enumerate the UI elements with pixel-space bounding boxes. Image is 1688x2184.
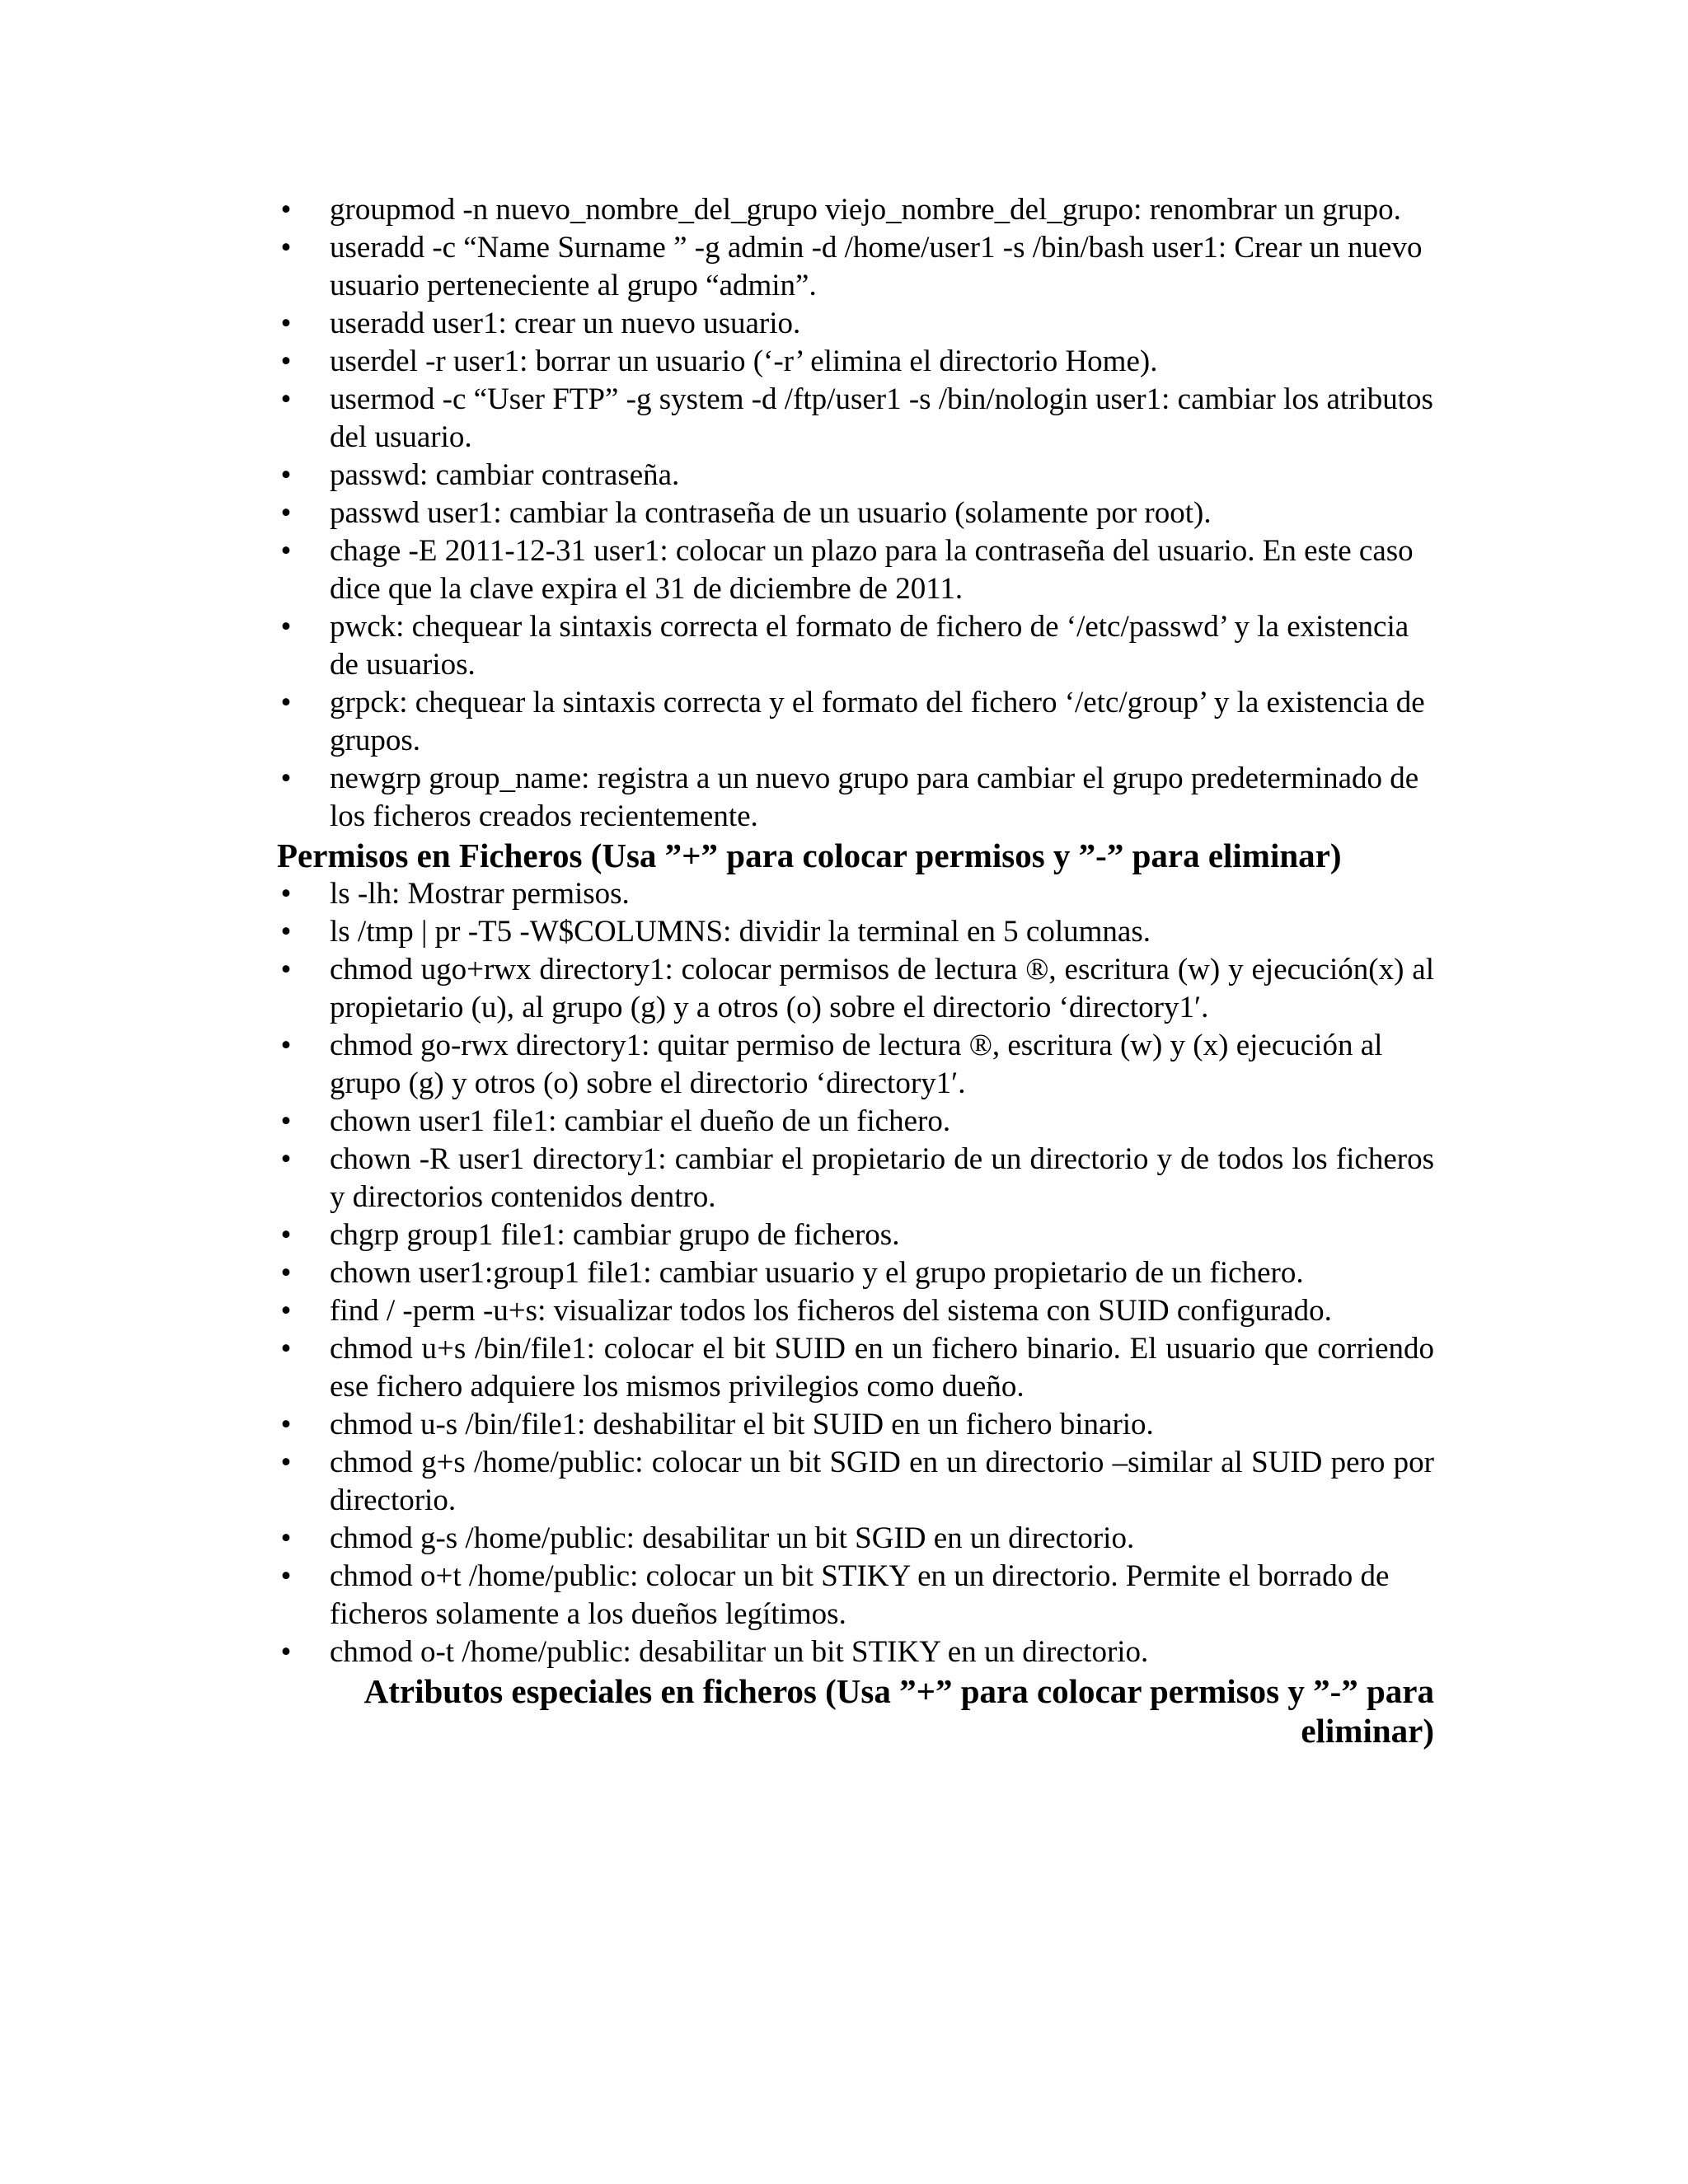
list-item xyxy=(277,1444,1434,1520)
list-item-text: chmod u+s /bin/file1: colocar el bit SUID en un fichero binario. El usuario que corriendo ese fichero adquiere los mismos privilegios como dueño. xyxy=(330,1332,1434,1404)
list-item xyxy=(277,1330,1434,1406)
bullet-icon: • xyxy=(280,1635,292,1669)
list-item xyxy=(277,1254,1434,1292)
bullet-icon: • xyxy=(280,1559,292,1593)
list-item xyxy=(277,951,1434,1027)
list-item-text: chmod u-s /bin/file1: deshabilitar el bit SUID en un fichero binario. xyxy=(330,1408,1154,1441)
list-item-text: chmod ugo+rwx directory1: colocar permisos de lectura ®, escritura (w) y ejecución(x) al propietario (u), al grupo (g) y a otros (o) sobre el directorio ‘directory1′. xyxy=(330,953,1434,1024)
list-item-text: find / -perm -u+s: visualizar todos los ficheros del sistema con SUID configurado. xyxy=(330,1294,1332,1328)
bullet-icon: • xyxy=(280,1446,292,1479)
list-item-text: chgrp group1 file1: cambiar grupo de ficheros. xyxy=(330,1218,900,1252)
user-commands-list xyxy=(277,191,1434,836)
list-item xyxy=(277,305,1434,343)
bullet-icon: • xyxy=(280,458,292,492)
list-item-text: chmod go-rwx directory1: quitar permiso de lectura ®, escritura (w) y (x) ejecución al grupo (g) y otros (o) sobre el directorio ‘directory1′. xyxy=(330,1029,1383,1100)
list-item xyxy=(277,1520,1434,1558)
list-item xyxy=(277,1292,1434,1330)
bullet-icon: • xyxy=(280,231,292,265)
list-item xyxy=(277,760,1434,836)
list-item xyxy=(277,343,1434,381)
list-item xyxy=(277,913,1434,951)
bullet-icon: • xyxy=(280,610,292,644)
list-item-text: newgrp group_name: registra a un nuevo grupo para cambiar el grupo predeterminado de los ficheros creados recientemente. xyxy=(330,762,1419,833)
list-item xyxy=(277,457,1434,494)
bullet-icon: • xyxy=(280,953,292,987)
list-item xyxy=(277,875,1434,913)
list-item-text: chown user1:group1 file1: cambiar usuario y el grupo propietario de un fichero. xyxy=(330,1256,1304,1290)
bullet-icon: • xyxy=(280,915,292,949)
list-item-text: useradd user1: crear un nuevo usuario. xyxy=(330,307,801,340)
list-item-text: ls /tmp | pr -T5 -W$COLUMNS: dividir la terminal en 5 columnas. xyxy=(330,915,1151,949)
section-heading-permisos: Permisos en Ficheros (Usa ”+” para colocar permisos y ”-” para eliminar) xyxy=(277,837,1342,874)
bullet-icon: • xyxy=(280,496,292,530)
list-item xyxy=(277,1141,1434,1216)
list-item-text: userdel -r user1: borrar un usuario (‘-r’ elimina el directorio Home). xyxy=(330,344,1158,378)
section-heading-atributos-line2: eliminar) xyxy=(1301,1712,1434,1750)
list-item xyxy=(277,1216,1434,1254)
list-item xyxy=(277,381,1434,457)
bullet-icon: • xyxy=(280,1408,292,1441)
list-item xyxy=(277,1633,1434,1671)
bullet-icon: • xyxy=(280,307,292,340)
section-heading-atributos xyxy=(277,1671,1434,1750)
permission-commands-list xyxy=(277,875,1434,1671)
list-item xyxy=(277,1027,1434,1103)
list-item-text: chmod o+t /home/public: colocar un bit STIKY en un directorio. Permite el borrado de ficheros solamente a los dueños legítimos. xyxy=(330,1559,1390,1631)
bullet-icon: • xyxy=(280,1256,292,1290)
list-item xyxy=(277,1558,1434,1633)
list-item-text: chown -R user1 directory1: cambiar el propietario de un directorio y de todos los ficheros y directorios contenidos dentro. xyxy=(330,1142,1434,1214)
list-item-text: chmod g+s /home/public: colocar un bit SGID en un directorio –similar al SUID pero por directorio. xyxy=(330,1446,1434,1517)
list-item-text: groupmod -n nuevo_nombre_del_grupo viejo_nombre_del_grupo: renombrar un grupo. xyxy=(330,193,1401,227)
list-item-text: grpck: chequear la sintaxis correcta y el formato del fichero ‘/etc/group’ y la existencia de grupos. xyxy=(330,686,1425,757)
list-item xyxy=(277,608,1434,684)
list-item-text: useradd -c “Name Surname ” -g admin -d /home/user1 -s /bin/bash user1: Crear un nuevo usuario perteneciente al grupo “admin”. xyxy=(330,231,1423,302)
list-item xyxy=(277,494,1434,532)
bullet-icon: • xyxy=(280,534,292,568)
list-item-text: passwd: cambiar contraseña. xyxy=(330,458,680,492)
list-item-text: chmod o-t /home/public: desabilitar un bit STIKY en un directorio. xyxy=(330,1635,1149,1669)
bullet-icon: • xyxy=(280,193,292,227)
list-item xyxy=(277,1103,1434,1141)
bullet-icon: • xyxy=(280,686,292,719)
list-item-text: pwck: chequear la sintaxis correcta el formato de fichero de ‘/etc/passwd’ y la existencia de usuarios. xyxy=(330,610,1409,682)
list-item xyxy=(277,229,1434,305)
list-item xyxy=(277,191,1434,229)
bullet-icon: • xyxy=(280,344,292,378)
bullet-icon: • xyxy=(280,1521,292,1555)
bullet-icon: • xyxy=(280,1142,292,1176)
list-item-text: chmod g-s /home/public: desabilitar un bit SGID en un directorio. xyxy=(330,1521,1135,1555)
list-item-text: chage -E 2011-12-31 user1: colocar un plazo para la contraseña del usuario. En este caso dice que la clave expira el 31 de diciembre de 2011. xyxy=(330,534,1414,606)
bullet-icon: • xyxy=(280,1332,292,1366)
list-item xyxy=(277,1406,1434,1444)
document-page xyxy=(277,191,1434,1750)
bullet-icon: • xyxy=(280,762,292,795)
bullet-icon: • xyxy=(280,877,292,911)
bullet-icon: • xyxy=(280,1294,292,1328)
list-item-text: passwd user1: cambiar la contraseña de un usuario (solamente por root). xyxy=(330,496,1212,530)
list-item xyxy=(277,532,1434,608)
bullet-icon: • xyxy=(280,1029,292,1062)
list-item-text: chown user1 file1: cambiar el dueño de un fichero. xyxy=(330,1104,951,1138)
bullet-icon: • xyxy=(280,382,292,416)
list-item xyxy=(277,684,1434,760)
bullet-icon: • xyxy=(280,1218,292,1252)
list-item-text: ls -lh: Mostrar permisos. xyxy=(330,877,630,911)
list-item-text: usermod -c “User FTP” -g system -d /ftp/user1 -s /bin/nologin user1: cambiar los atributos del usuario. xyxy=(330,382,1433,454)
section-heading-atributos-line1: Atributos especiales en ficheros (Usa ”+” para colocar permisos y ”-” para xyxy=(363,1672,1434,1710)
bullet-icon: • xyxy=(280,1104,292,1138)
